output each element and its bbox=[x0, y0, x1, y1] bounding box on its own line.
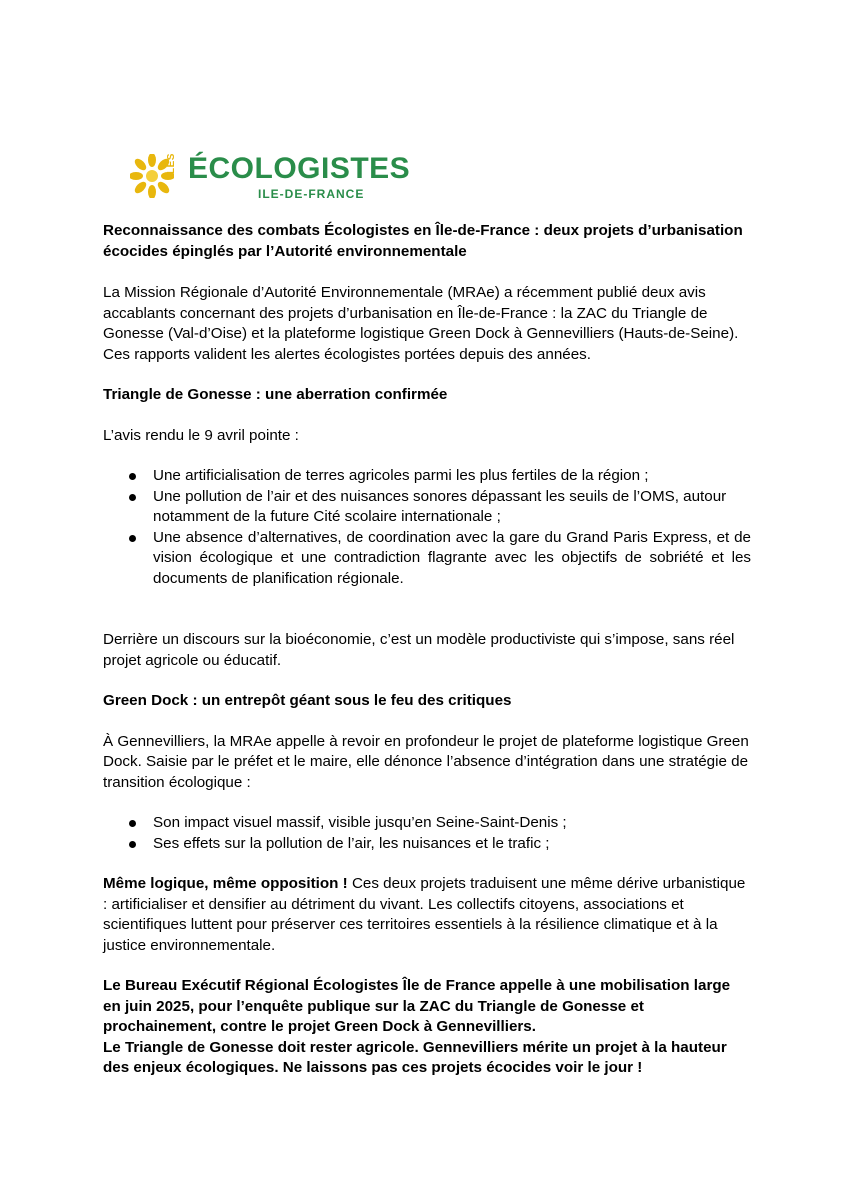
conclusion-text: Ces deux projets traduisent une même dérive urbanistique : artificialiser et densifier au détriment du vivant. Les collectifs citoyens, associations et scientifiques luttent pour préserver ces territoires essentiels à la résilience climatique et à la justice environnementale. bbox=[103, 875, 746, 954]
logo-region: ILE-DE-FRANCE bbox=[258, 187, 365, 201]
green-dock-lead: À Gennevilliers, la MRAe appelle à revoir en profondeur le projet de plateforme logistique Green Dock. Saisie par le préfet et le maire, elle dénonce l’absence d’intégration dans une stratégie de transition écologique : bbox=[103, 732, 749, 791]
list-item: Son impact visuel massif, visible jusqu’en Seine-Saint-Denis ; bbox=[153, 813, 751, 834]
list-item: Ses effets sur la pollution de l’air, les nuisances et le trafic ; bbox=[153, 834, 751, 855]
call-to-action-2: Le Triangle de Gonesse doit rester agricole. Gennevilliers mérite un projet à la hauteur des enjeux écologiques. Ne laissons pas ces projets écocides voir le jour ! bbox=[103, 1038, 727, 1076]
gonesse-lead: L’avis rendu le 9 avril pointe : bbox=[103, 426, 299, 444]
gonesse-bullet-list bbox=[103, 466, 751, 589]
logo bbox=[130, 150, 411, 206]
conclusion-bold: Même logique, même opposition ! bbox=[103, 875, 348, 892]
conclusion-paragraph bbox=[103, 874, 751, 956]
list-item: Une pollution de l’air et des nuisances sonores dépassant les seuils de l’OMS, autour notamment de la future Cité scolaire internationale ; bbox=[153, 487, 751, 528]
section-heading-gonesse: Triangle de Gonesse : une aberration confirmée bbox=[103, 386, 448, 403]
gonesse-after-paragraph: Derrière un discours sur la bioéconomie, c’est un modèle productiviste qui s’impose, sans réel projet agricole ou éducatif. bbox=[103, 631, 735, 669]
call-to-action-1: Le Bureau Exécutif Régional Écologistes Île de France appelle à une mobilisation large en juin 2025, pour l’enquête publique sur la ZAC du Triangle de Gonesse et prochainement, contre le projet Green Dock à Gennevilliers. bbox=[103, 977, 731, 1035]
logo-name: ÉCOLOGISTES bbox=[188, 152, 411, 185]
list-item: Une absence d’alternatives, de coordination avec la gare du Grand Paris Express, et de vision écologique et une contradiction flagrante avec les objectifs de sobriété et les documents de planification régionale. bbox=[153, 528, 751, 590]
logo-les: LES bbox=[166, 153, 177, 174]
intro-paragraph: La Mission Régionale d’Autorité Environnementale (MRAe) a récemment publié deux avis accablants concernant des projets d’urbanisation en Île-de-France : la ZAC du Triangle de Gonesse (Val-d’Oise) et la plateforme logistique Green Dock à Gennevilliers (Hauts-de-Seine). Ces rapports valident les alertes écologistes portées depuis des années. bbox=[103, 284, 739, 363]
section-heading-green-dock: Green Dock : un entrepôt géant sous le feu des critiques bbox=[103, 692, 512, 709]
document-body bbox=[103, 221, 751, 1099]
green-dock-bullet-list bbox=[103, 813, 751, 854]
document-title: Reconnaissance des combats Écologistes en Île-de-France : deux projets d’urbanisation écocides épinglés par l’Autorité environnementale bbox=[103, 222, 743, 260]
list-item: Une artificialisation de terres agricoles parmi les plus fertiles de la région ; bbox=[153, 466, 751, 487]
